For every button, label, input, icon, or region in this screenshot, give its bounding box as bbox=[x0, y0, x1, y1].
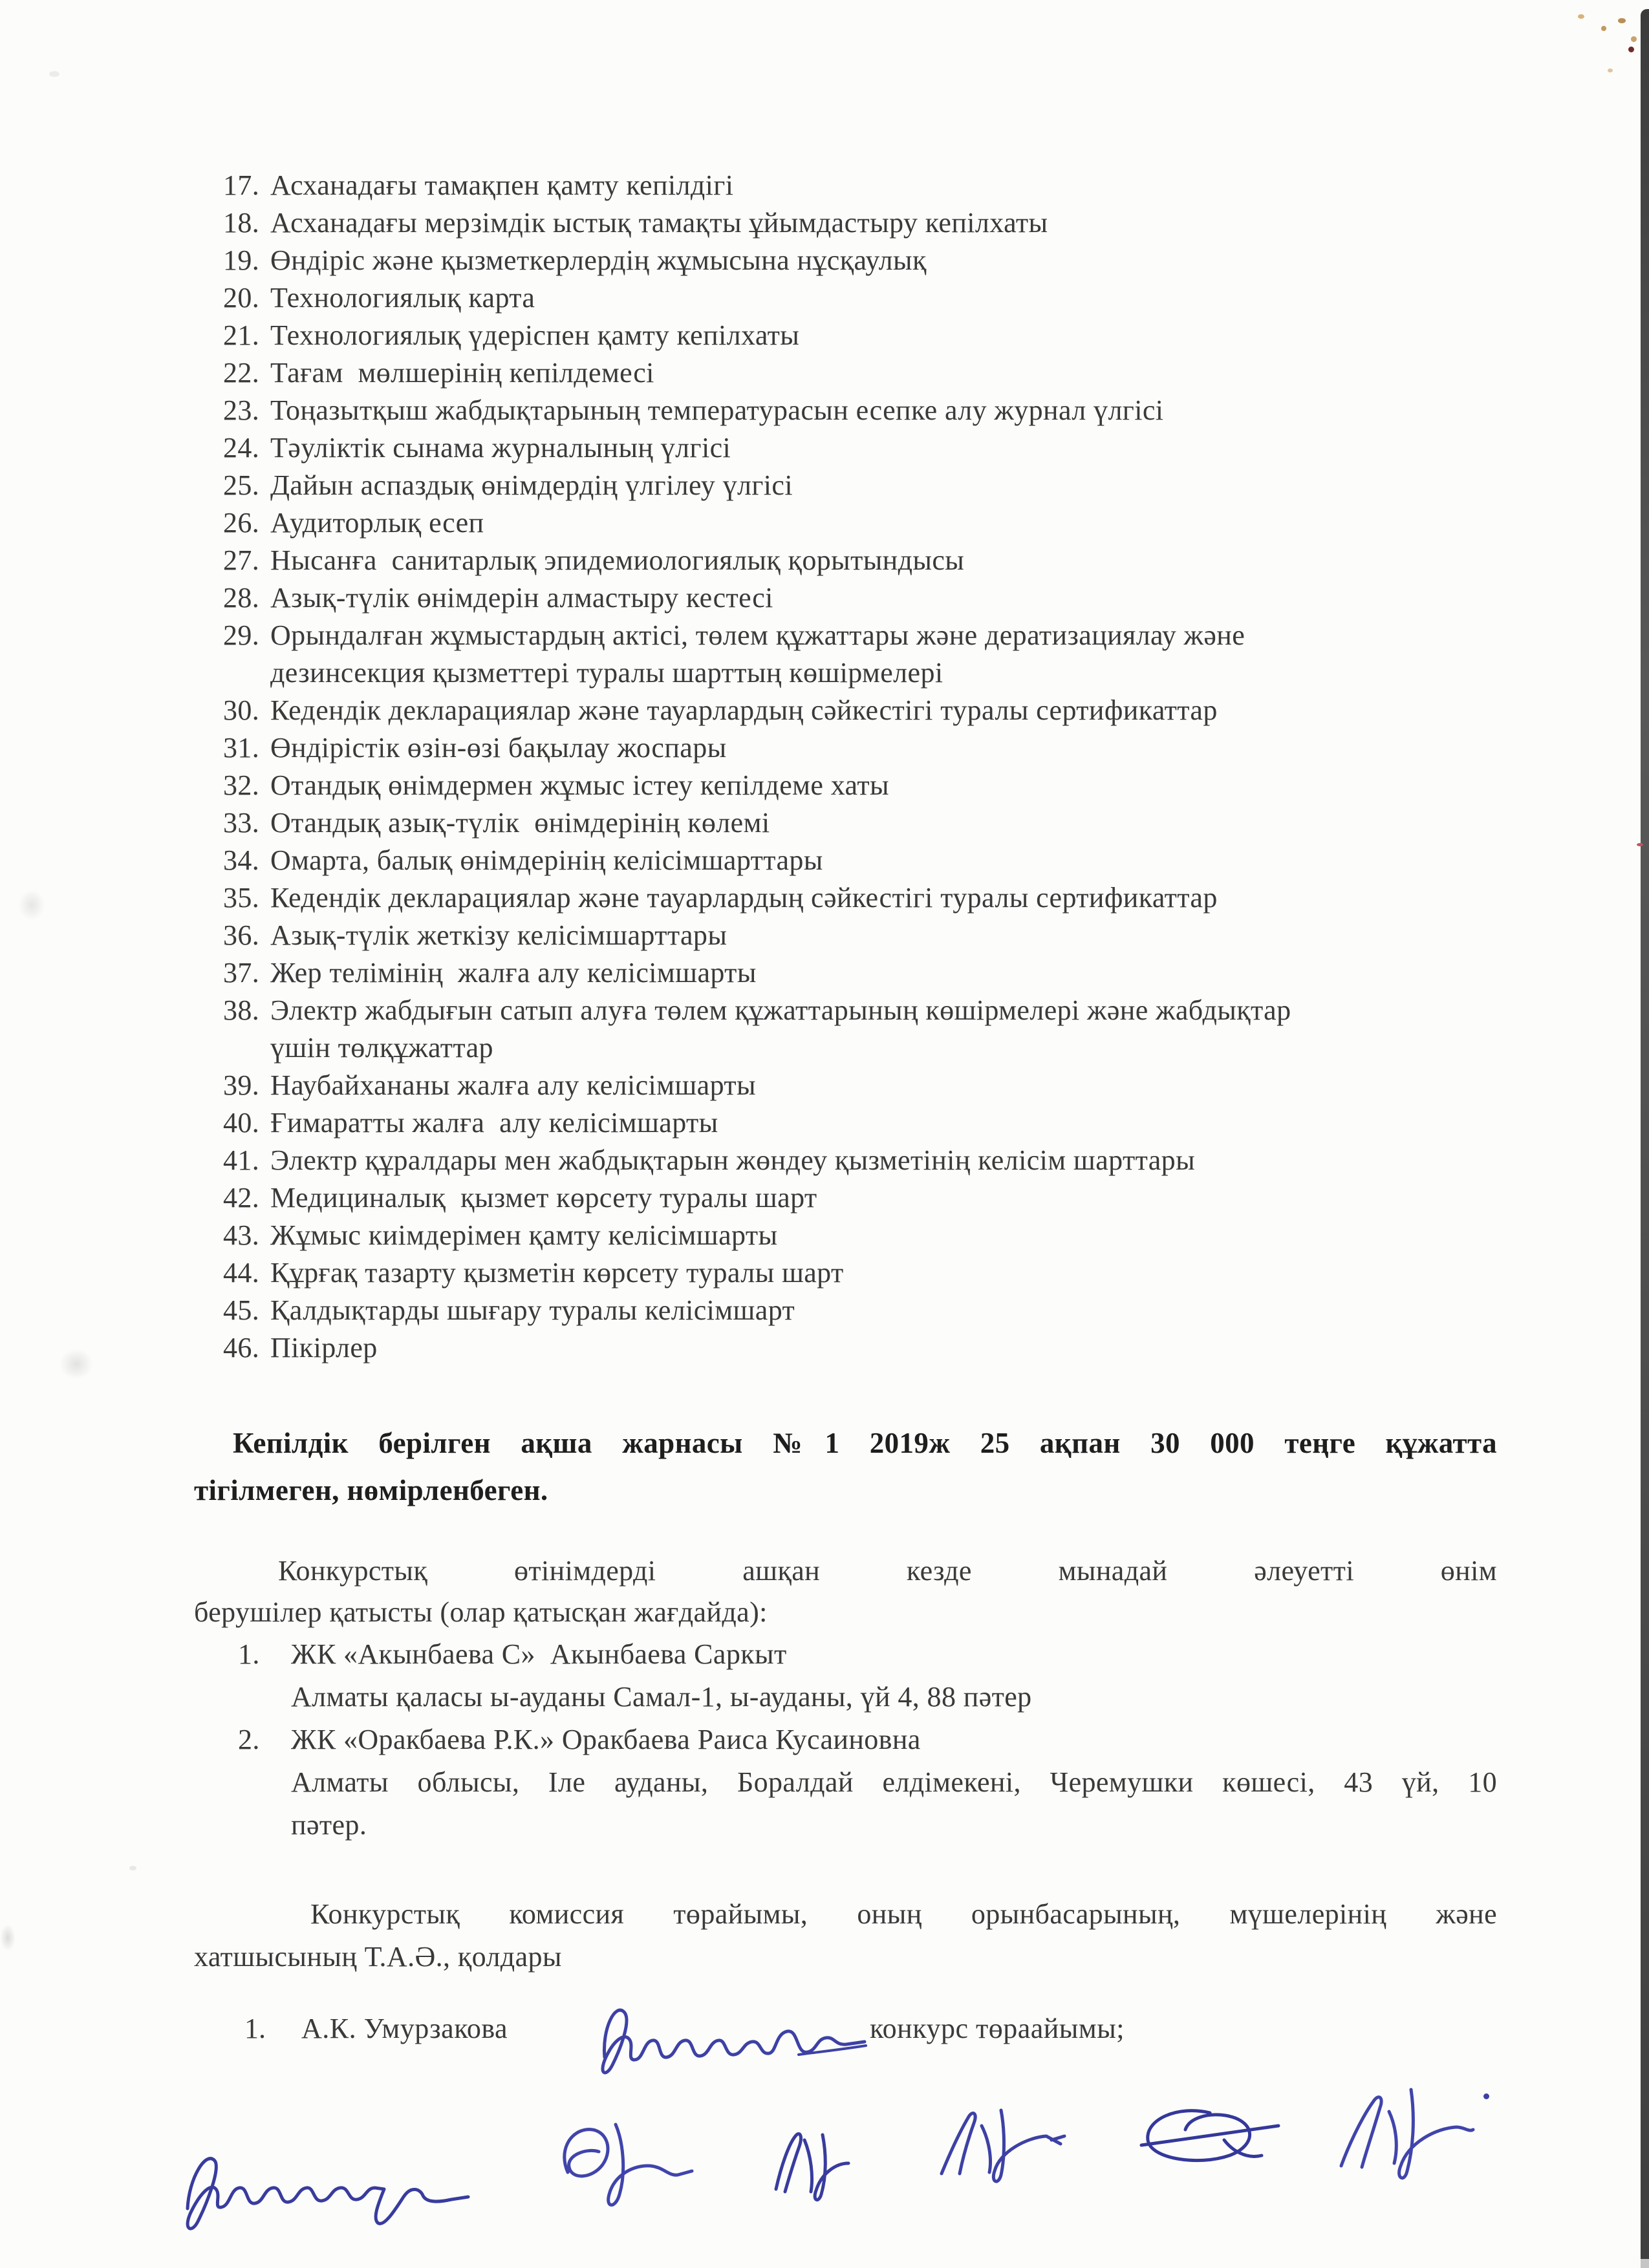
toc-item-line: Кедендік декларациялар және тауарлардың сәйкестігі туралы сертификаттар bbox=[270, 882, 1218, 914]
toc-item-line: Тоңазытқыш жабдықтарының температурасын есепке алу журнал үлгісі bbox=[270, 394, 1164, 426]
toc-item-number: 45. bbox=[223, 1294, 260, 1326]
toc-item bbox=[223, 917, 1502, 954]
toc-item-line: Жер телімінің жалға алу келісімшарты bbox=[270, 957, 757, 989]
toc-item bbox=[223, 992, 1502, 1067]
toc-item-line: Пікірлер bbox=[270, 1332, 378, 1364]
toc-item-number: 33. bbox=[223, 807, 260, 839]
toc-item-line: Өндірістік өзін-өзі бақылау жоспары bbox=[270, 732, 727, 764]
toc-item bbox=[223, 204, 1502, 242]
toc-item-line: Электр құралдары мен жабдықтарын жөндеу қызметінің келісім шарттары bbox=[270, 1144, 1196, 1176]
vendor-number: 1. bbox=[238, 1638, 260, 1670]
toc-item bbox=[223, 1254, 1502, 1292]
scan-speck bbox=[1628, 47, 1634, 52]
toc-item bbox=[223, 279, 1502, 317]
toc-item-number: 19. bbox=[223, 244, 260, 276]
chairman-row-number: 1. bbox=[244, 2013, 266, 2044]
paragraph-line: Конкурстық өтінімдерді ашқан кезде мынадай әлеуетті өнім bbox=[278, 1555, 1497, 1587]
paragraph-line: Конкурстық комиссия төрайымы, оның орынбасарының, мүшелерінің және bbox=[310, 1898, 1497, 1930]
scan-smudge bbox=[18, 890, 45, 921]
scan-speck bbox=[1618, 18, 1626, 23]
toc-item-number: 31. bbox=[223, 732, 260, 764]
scan-smudge bbox=[129, 1866, 136, 1870]
toc-item-line: дезинсекция қызметтері туралы шарттың көшірмелері bbox=[270, 657, 943, 689]
vendor-number: 2. bbox=[238, 1724, 260, 1755]
toc-item-number: 25. bbox=[223, 469, 260, 501]
toc-item-number: 39. bbox=[223, 1069, 260, 1101]
toc-item-text bbox=[270, 1217, 1502, 1254]
scan-smudge bbox=[59, 1349, 93, 1380]
vendor-entry bbox=[238, 1718, 1499, 1846]
toc-item-number: 35. bbox=[223, 882, 260, 914]
vendor-address-line: пәтер. bbox=[291, 1809, 367, 1841]
toc-item-text bbox=[270, 767, 1502, 804]
toc-item-number: 37. bbox=[223, 957, 260, 989]
toc-item-number: 29. bbox=[223, 619, 260, 651]
toc-item bbox=[223, 1179, 1502, 1217]
toc-item bbox=[223, 879, 1502, 917]
signature-image-5 bbox=[1122, 2100, 1284, 2179]
toc-item-line: Нысанға санитарлық эпидемиологиялық қорытындысы bbox=[270, 544, 965, 576]
toc-item-number: 20. bbox=[223, 282, 260, 314]
toc-item-line: Құрғақ тазарту қызметін көрсету туралы шарт bbox=[270, 1257, 844, 1289]
toc-item-text bbox=[270, 692, 1502, 729]
toc-item-number: 21. bbox=[223, 319, 260, 351]
toc-item bbox=[223, 954, 1502, 992]
paragraph-line: хатшысының Т.А.Ә., қолдары bbox=[194, 1941, 562, 1973]
toc-item-number: 46. bbox=[223, 1332, 260, 1364]
scan-smudge bbox=[0, 1924, 16, 1951]
toc-item-line: Кедендік декларациялар және тауарлардың сәйкестігі туралы сертификаттар bbox=[270, 694, 1218, 726]
toc-item bbox=[223, 729, 1502, 767]
toc-item bbox=[223, 1292, 1502, 1329]
toc-item-line: Орындалған жұмыстардың актісі, төлем құжаттары және дератизациялау және bbox=[270, 619, 1245, 651]
toc-item-text bbox=[270, 842, 1502, 879]
toc-item bbox=[223, 804, 1502, 842]
toc-item-number: 41. bbox=[223, 1144, 260, 1176]
toc-item bbox=[223, 1104, 1502, 1142]
toc-item-text bbox=[270, 317, 1502, 354]
toc-item-number: 36. bbox=[223, 919, 260, 951]
toc-item-text bbox=[270, 392, 1502, 429]
toc-item-line: Дайын аспаздық өнімдердің үлгілеу үлгісі bbox=[270, 469, 793, 501]
toc-item bbox=[223, 842, 1502, 879]
toc-item-line: үшін төлқұжаттар bbox=[270, 1032, 493, 1064]
chairman-role-label: конкурс төраайымы; bbox=[870, 2013, 1125, 2044]
toc-item-text bbox=[270, 429, 1502, 467]
scanner-edge-strip bbox=[1641, 9, 1649, 2260]
toc-item-text bbox=[270, 279, 1502, 317]
vendor-list bbox=[238, 1633, 1499, 1846]
toc-item-text bbox=[270, 504, 1502, 542]
toc-item bbox=[223, 542, 1502, 579]
toc-item-text bbox=[270, 1292, 1502, 1329]
toc-item-number: 28. bbox=[223, 582, 260, 614]
toc-item-number: 44. bbox=[223, 1257, 260, 1289]
toc-item-number: 27. bbox=[223, 544, 260, 576]
toc-item-text bbox=[270, 1179, 1502, 1217]
toc-item-line: Жұмыс киімдерімен қамту келісімшарты bbox=[270, 1219, 778, 1251]
toc-item bbox=[223, 1142, 1502, 1179]
toc-item-number: 32. bbox=[223, 769, 260, 801]
toc-item bbox=[223, 1217, 1502, 1254]
chairman-signature-image bbox=[585, 1993, 870, 2090]
toc-item bbox=[223, 579, 1502, 617]
paragraph-line: Кепілдік берілген ақша жарнасы №1 2019ж 25 ақпан 30 000 теңге құжатта bbox=[233, 1427, 1497, 1459]
toc-item-line: Азық-түлік өнімдерін алмастыру кестесі bbox=[270, 582, 773, 614]
toc-item-number: 22. bbox=[223, 357, 260, 389]
toc-item bbox=[223, 392, 1502, 429]
vendor-address-line: Алматы облысы, Іле ауданы, Боралдай елдімекені, Черемушки көшесі, 43 үй, 10 bbox=[291, 1766, 1497, 1798]
toc-item-line: Асханадағы тамақпен қамту кепілдігі bbox=[270, 169, 734, 201]
scan-speck bbox=[1608, 69, 1613, 72]
toc-item-number: 43. bbox=[223, 1219, 260, 1251]
toc-item bbox=[223, 467, 1502, 504]
toc-item bbox=[223, 1067, 1502, 1104]
chairman-name: А.К. Умурзакова bbox=[301, 2013, 508, 2044]
toc-item-line: Наубайхананы жалға алу келісімшарты bbox=[270, 1069, 757, 1101]
toc-item bbox=[223, 429, 1502, 467]
toc-item bbox=[223, 692, 1502, 729]
vendor-name: ЖК «Акынбаева С» Акынбаева Саркыт bbox=[291, 1638, 787, 1670]
toc-item bbox=[223, 317, 1502, 354]
signature-image-2 bbox=[542, 2109, 704, 2218]
scan-speck bbox=[1601, 26, 1606, 31]
toc-item-text bbox=[270, 1142, 1502, 1179]
toc-item bbox=[223, 617, 1502, 692]
toc-item-number: 40. bbox=[223, 1107, 260, 1139]
toc-item-text bbox=[270, 167, 1502, 204]
opening-paragraph bbox=[194, 1550, 1497, 1633]
toc-item-line: Медициналық қызмет көрсету туралы шарт bbox=[270, 1182, 817, 1214]
toc-item bbox=[223, 504, 1502, 542]
vendor-entry bbox=[238, 1633, 1499, 1718]
toc-item-number: 30. bbox=[223, 694, 260, 726]
scan-speck bbox=[1631, 36, 1637, 42]
table-of-contents bbox=[223, 167, 1502, 1367]
toc-item-line: Азық-түлік жеткізу келісімшарттары bbox=[270, 919, 727, 951]
toc-item-line: Электр жабдығын сатып алуға төлем құжаттарының көшірмелері және жабдықтар bbox=[270, 994, 1291, 1026]
toc-item-line: Отандық өнімдермен жұмыс істеу кепілдеме хаты bbox=[270, 769, 889, 801]
signature-ink-dot bbox=[1483, 2093, 1489, 2099]
toc-item-number: 34. bbox=[223, 844, 260, 876]
toc-item-text bbox=[270, 917, 1502, 954]
paragraph-line: тігілмеген, нөмірленбеген. bbox=[194, 1474, 548, 1506]
toc-item-text bbox=[270, 954, 1502, 992]
toc-item-line: Қалдықтарды шығару туралы келісімшарт bbox=[270, 1294, 795, 1326]
toc-item-number: 18. bbox=[223, 207, 260, 239]
toc-item-line: Отандық азық-түлік өнімдерінің көлемі bbox=[270, 807, 770, 839]
vendor-address-line: Алматы қаласы ы-ауданы Самал-1, ы-ауданы, үй 4, 88 пәтер bbox=[291, 1681, 1032, 1713]
toc-item-text bbox=[270, 354, 1502, 392]
commission-paragraph bbox=[194, 1893, 1497, 1978]
toc-item-text bbox=[270, 467, 1502, 504]
toc-item-text bbox=[270, 579, 1502, 617]
toc-item-number: 24. bbox=[223, 432, 260, 464]
toc-item-line: Технологиялық карта bbox=[270, 282, 535, 314]
paragraph-line: берушілер қатысты (олар қатысқан жағдайда): bbox=[194, 1596, 768, 1628]
toc-item-text bbox=[270, 804, 1502, 842]
vendor-name-row bbox=[238, 1633, 1499, 1676]
toc-item-text bbox=[270, 1104, 1502, 1142]
toc-item-text bbox=[270, 542, 1502, 579]
toc-item-text bbox=[270, 242, 1502, 279]
deposit-note-paragraph bbox=[194, 1420, 1497, 1514]
scan-speck bbox=[1578, 14, 1584, 19]
toc-item bbox=[223, 354, 1502, 392]
toc-item-number: 26. bbox=[223, 507, 260, 539]
vendor-name: ЖК «Оракбаева Р.К.» Оракбаева Раиса Кусаиновна bbox=[291, 1724, 921, 1755]
toc-item-number: 42. bbox=[223, 1182, 260, 1214]
toc-item-text bbox=[270, 1067, 1502, 1104]
signature-image-6 bbox=[1324, 2081, 1480, 2184]
vendor-name-row bbox=[238, 1718, 1499, 1761]
toc-item-text bbox=[270, 1329, 1502, 1367]
toc-item bbox=[223, 167, 1502, 204]
vendor-address bbox=[291, 1676, 1497, 1718]
scan-speck bbox=[1637, 843, 1643, 846]
toc-item-text bbox=[270, 992, 1502, 1067]
toc-item-number: 17. bbox=[223, 169, 260, 201]
toc-item bbox=[223, 767, 1502, 804]
toc-item-line: Технологиялық үдеріспен қамту кепілхаты bbox=[270, 319, 800, 351]
toc-item-text bbox=[270, 729, 1502, 767]
toc-item bbox=[223, 1329, 1502, 1367]
toc-item-text bbox=[270, 617, 1502, 692]
toc-item-text bbox=[270, 879, 1502, 917]
toc-item-line: Аудиторлық есеп bbox=[270, 507, 484, 539]
toc-item-line: Асханадағы мерзімдік ыстық тамақты ұйымдастыру кепілхаты bbox=[270, 207, 1048, 239]
toc-item-line: Тағам мөлшерінің кепілдемесі bbox=[270, 357, 654, 389]
toc-item-text bbox=[270, 1254, 1502, 1292]
signature-image-1 bbox=[173, 2132, 477, 2242]
toc-item-line: Тәуліктік сынама журналының үлгісі bbox=[270, 432, 731, 464]
toc-item-number: 23. bbox=[223, 394, 260, 426]
toc-item-text bbox=[270, 204, 1502, 242]
vendor-address bbox=[291, 1761, 1497, 1846]
signature-image-3 bbox=[762, 2126, 862, 2207]
toc-item-line: Омарта, балық өнімдерінің келісімшарттары bbox=[270, 844, 823, 876]
toc-item-line: Ғимаратты жалға алу келісімшарты bbox=[270, 1107, 718, 1139]
signature-image-4 bbox=[931, 2097, 1070, 2194]
scanner-edge-foot bbox=[1641, 2259, 1649, 2268]
toc-item-number: 38. bbox=[223, 994, 260, 1026]
scan-smudge bbox=[49, 71, 59, 77]
toc-item bbox=[223, 242, 1502, 279]
toc-item-line: Өндіріс және қызметкерлердің жұмысына нұсқаулық bbox=[270, 244, 927, 276]
